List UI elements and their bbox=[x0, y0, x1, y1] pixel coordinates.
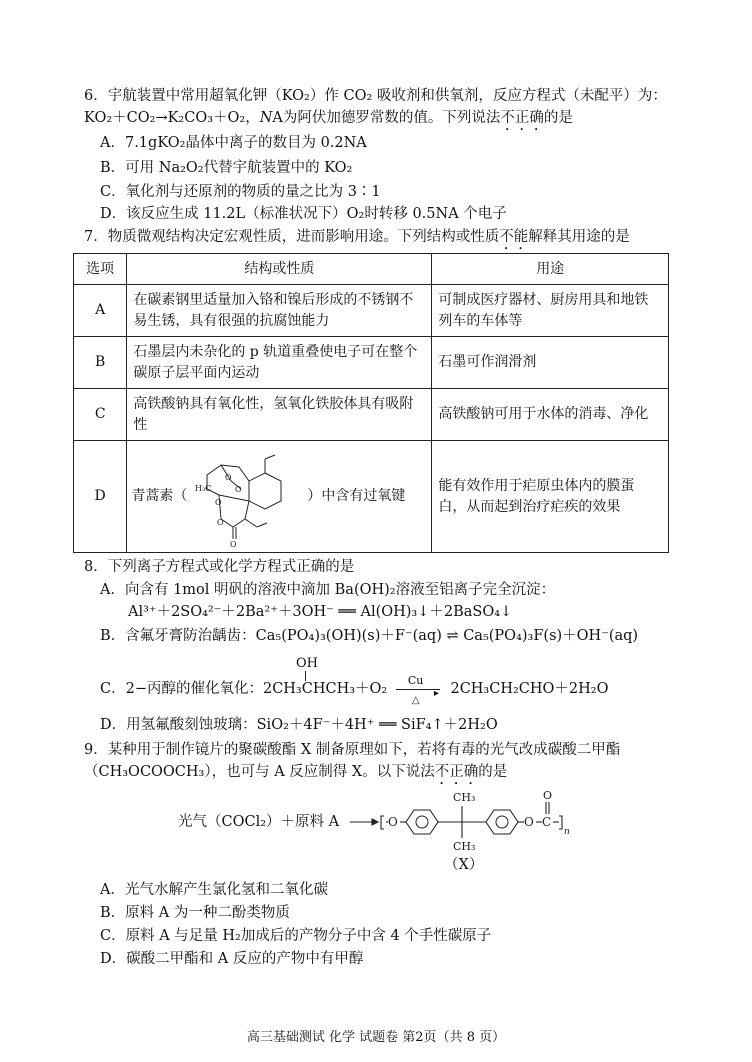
q6-na-symbol: N bbox=[259, 110, 273, 126]
q9-option-b: B．原料 A 为一种二酚类物质 bbox=[100, 905, 290, 921]
q7-row-a-use: 可制成医疗器材、厨房用具和地铁列车的车体等 bbox=[432, 285, 669, 337]
scheme-carbonyl-o: O bbox=[543, 789, 553, 802]
q6-option-a: A．7.1gKO₂晶体中离子的数目为 0.2NA bbox=[100, 135, 367, 151]
mol-label-o1: O bbox=[225, 472, 232, 482]
mol-label-o2: O bbox=[235, 484, 242, 494]
q6-option-b: B．可用 Na₂O₂代替宇航装置中的 KO₂ bbox=[100, 160, 353, 176]
q6-stem-line1: 6．宇航装置中常用超氧化钾（KO₂）作 CO₂ 吸收剂和供氧剂，反应方程式（未配平）为： bbox=[84, 88, 667, 104]
q9-scheme-reactants: 光气（COCl₂）＋原料 A bbox=[178, 814, 340, 830]
q6-stem-line2 bbox=[84, 108, 573, 134]
q8-c-oh-label: OH bbox=[296, 656, 318, 671]
q9-option-a: A．光气水解产生氯化氢和二氧化碳 bbox=[100, 882, 328, 898]
table-row bbox=[74, 285, 669, 337]
q7-emphasis: 不能 bbox=[499, 229, 529, 245]
q7-row-d-option: D bbox=[74, 441, 127, 553]
q7-row-c-structure: 高铁酸钠具有氧化性，氢氧化铁胶体具有吸附性 bbox=[127, 389, 432, 441]
q8-option-a-line1: A．向含有 1mol 明矾的溶液中滴加 Ba(OH)₂溶液至铝离子完全沉淀： bbox=[100, 582, 556, 598]
q8-c-heat: △ bbox=[411, 695, 420, 706]
q9-option-c: C．原料 A 与足量 H₂加成后的产物分子中含 4 个手性碳原子 bbox=[100, 928, 492, 944]
q7-header-use: 用途 bbox=[432, 254, 669, 285]
mol-label-o3: O bbox=[215, 497, 222, 507]
q7-row-d-use: 能有效作用于疟原虫体内的膜蛋白，从而起到治疗疟疾的效果 bbox=[432, 441, 669, 553]
q8-option-c bbox=[100, 674, 609, 706]
q8-option-a-equation: Al³⁺＋2SO₄²⁻＋2Ba²⁺＋3OH⁻ ══ Al(OH)₃↓＋2BaSO₄↓ bbox=[128, 604, 513, 620]
scheme-ch3-bottom: CH₃ bbox=[453, 840, 476, 853]
q7-header-option: 选项 bbox=[74, 254, 127, 285]
q7-table-header bbox=[74, 254, 669, 285]
scheme-ch3-top: CH₃ bbox=[453, 791, 476, 804]
q7-row-a-structure: 在碳素钢里适量加入铬和镍后形成的不锈钢不易生锈，具有很强的抗腐蚀能力 bbox=[127, 285, 432, 337]
q6-equation: KO₂＋CO₂→K₂CO₃＋O₂， bbox=[84, 110, 260, 126]
mol-label-h3c: H₃C bbox=[195, 483, 212, 493]
q9-stem-end: 的是 bbox=[478, 764, 508, 780]
q9-stem-line2 bbox=[84, 762, 507, 788]
q7-stem bbox=[84, 227, 630, 253]
q7-stem-end: 解释其用途的是 bbox=[528, 229, 630, 245]
q7-row-c-use: 高铁酸钠可用于水体的消毒、净化 bbox=[432, 389, 669, 441]
table-row bbox=[74, 389, 669, 441]
arrow-head-icon: ▸ bbox=[433, 688, 439, 699]
mol-label-o4: O bbox=[217, 517, 224, 527]
q6-stem-end: 的是 bbox=[543, 110, 573, 126]
q7-stem-text: 7．物质微观结构决定宏观性质，进而影响用途。下列结构或性质 bbox=[84, 229, 500, 245]
q9-scheme-label: （X） bbox=[444, 857, 484, 873]
q6-option-d: D．该反应生成 11.2L（标准状况下）O₂时转移 0.5NA 个电子 bbox=[100, 206, 507, 222]
q6-emphasis: 不正确 bbox=[500, 110, 544, 126]
q9-stem-line1: 9．某种用于制作镜片的聚碳酸酯 X 制备原理如下，若将有毒的光气改成碳酸二甲酯 bbox=[84, 742, 621, 758]
q7-header-structure: 结构或性质 bbox=[127, 254, 432, 285]
q8-c-arrow bbox=[396, 674, 442, 706]
q6-stem-text: A为阿伏加德罗常数的值。下列说法 bbox=[272, 110, 501, 126]
polycarbonate-structure bbox=[350, 788, 590, 860]
q8-c-products: 2CH₃CH₂CHO＋2H₂O bbox=[450, 681, 609, 697]
scheme-n: n bbox=[564, 827, 570, 837]
q9-stem-text: （CH₃OCOOCH₃），也可与 A 反应制得 X。以下说法 bbox=[84, 764, 435, 780]
artemisinin-structure bbox=[187, 445, 307, 549]
q7-row-b-option: B bbox=[74, 337, 127, 389]
scheme-o-right: O bbox=[524, 815, 534, 829]
q8-c-catalyst: Cu bbox=[407, 674, 424, 687]
q7-row-b-use: 石墨可作润滑剂 bbox=[432, 337, 669, 389]
q7-row-d-structure bbox=[127, 441, 432, 553]
q7-table bbox=[73, 253, 669, 553]
q7-row-d-structure-pre: 青蒿素（ bbox=[131, 488, 188, 504]
q7-row-a-option: A bbox=[74, 285, 127, 337]
q6-option-c: C．氧化剂与还原剂的物质的量之比为 3∶1 bbox=[100, 184, 381, 200]
table-row bbox=[74, 337, 669, 389]
q9-emphasis: 不正确 bbox=[434, 764, 479, 780]
q8-stem: 8．下列离子方程式或化学方程式正确的是 bbox=[84, 559, 355, 575]
mol-label-o5: O bbox=[230, 539, 237, 549]
q7-row-d-structure-post: ）中含有过氧键 bbox=[307, 488, 406, 504]
q8-c-reactants: C．2−丙醇的催化氧化：2CH₃CHCH₃＋O₂ bbox=[100, 681, 388, 697]
q8-option-d: D．用氢氟酸刻蚀玻璃：SiO₂＋4F⁻＋4H⁺ ══ SiF₄↑＋2H₂O bbox=[100, 717, 498, 733]
scheme-carbonyl-c: C bbox=[542, 815, 552, 829]
q8-option-b: B．含氟牙膏防治龋齿：Ca₅(PO₄)₃(OH)(s)＋F⁻(aq) ⇌ Ca₅(PO₄)₃F(s)＋OH⁻(aq) bbox=[100, 628, 639, 644]
q9-option-d: D．碳酸二甲酯和 A 反应的产物中有甲醇 bbox=[100, 951, 364, 967]
scheme-o-left: O bbox=[388, 815, 398, 829]
q7-row-c-option: C bbox=[74, 389, 127, 441]
page-footer: 高三基础测试 化学 试题卷 第2页（共 8 页） bbox=[246, 1030, 506, 1045]
q7-row-b-structure: 石墨层内未杂化的 p 轨道重叠使电子可在整个碳原子层平面内运动 bbox=[127, 337, 432, 389]
table-row bbox=[74, 441, 669, 553]
